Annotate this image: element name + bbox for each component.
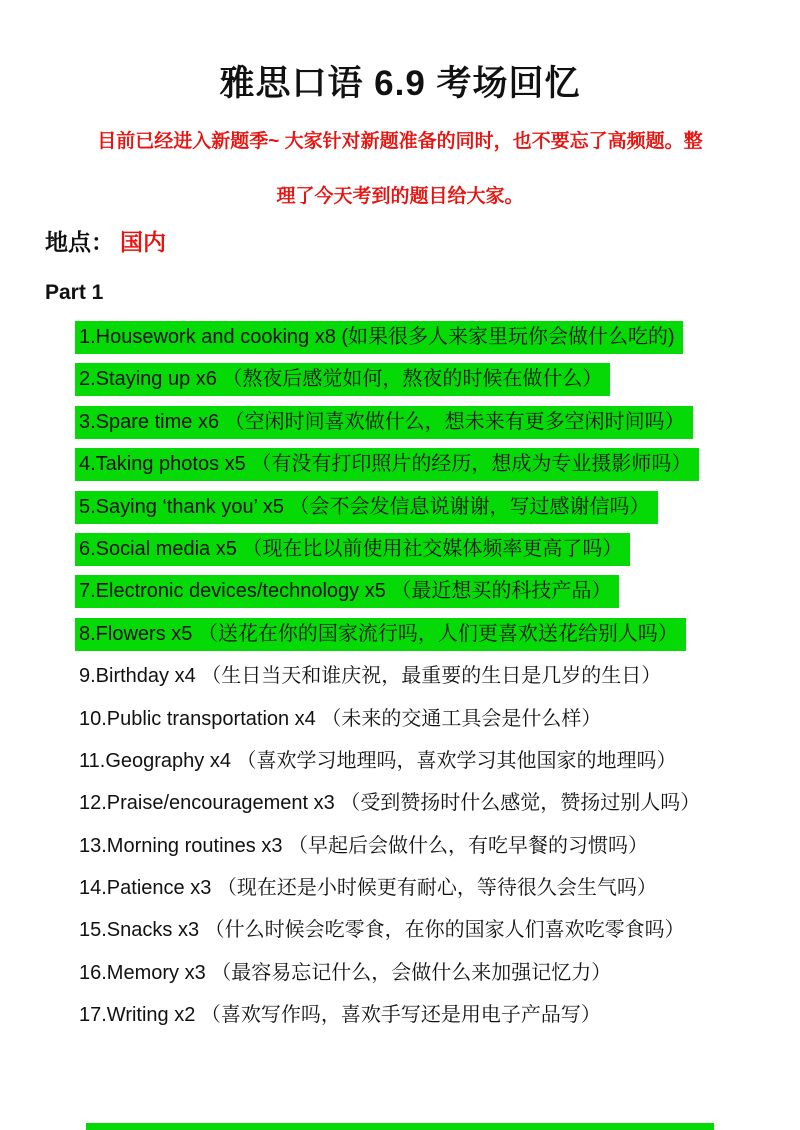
- list-item-text: 4.Taking photos x5 （有没有打印照片的经历，想成为专业摄影师吗）: [75, 448, 699, 481]
- location-label: 地点：: [45, 229, 114, 255]
- list-item-text: 12.Praise/encouragement x3 （受到赞扬时什么感觉，赞扬过别人吗）: [79, 792, 701, 815]
- list-item: [75, 363, 790, 396]
- page-title: 雅思口语 6.9 考场回忆: [219, 64, 581, 103]
- list-item-text: 10.Public transportation x4 （未来的交通工具会是什么样）: [79, 707, 602, 730]
- list-item: [75, 660, 790, 693]
- list-item-text: 2.Staying up x6 （熬夜后感觉如何，熬夜的时候在做什么）: [75, 363, 610, 396]
- list-item: [75, 999, 790, 1032]
- list-item-text: 7.Electronic devices/technology x5 （最近想买的科技产品）: [75, 575, 619, 608]
- section-title-part1: Part 1: [45, 281, 104, 304]
- list-item: [75, 872, 790, 905]
- intro-text-line-1: 目前已经进入新题季~ 大家针对新题准备的同时，也不要忘了高频题。整: [97, 131, 703, 152]
- list-item: [75, 703, 790, 736]
- list-item: [75, 406, 790, 439]
- part1-list: [75, 321, 790, 1042]
- list-item-text: 15.Snacks x3 （什么时候会吃零食，在你的国家人们喜欢吃零食吗）: [79, 919, 685, 942]
- list-item-text: 5.Saying ‘thank you’ x5 （会不会发信息说谢谢，写过感谢信吗）: [75, 491, 658, 524]
- cutoff-highlight-bar: [86, 1123, 714, 1130]
- list-item: [75, 575, 790, 608]
- list-item-text: 17.Writing x2 （喜欢写作吗，喜欢手写还是用电子产品写）: [79, 1004, 601, 1027]
- intro-text-line-2: 理了今天考到的题目给大家。: [276, 186, 524, 207]
- list-item: [75, 787, 790, 820]
- list-item-text: 13.Morning routines x3 （早起后会做什么，有吃早餐的习惯吗）: [79, 834, 649, 857]
- list-item: [75, 745, 790, 778]
- list-item: [75, 448, 790, 481]
- list-item: [75, 618, 790, 651]
- location-value: 国内: [120, 229, 166, 255]
- list-item: [75, 957, 790, 990]
- list-item-text: 8.Flowers x5 （送花在你的国家流行吗，人们更喜欢送花给别人吗）: [75, 618, 686, 651]
- list-item-text: 1.Housework and cooking x8 (如果很多人来家里玩你会做什么吃的): [75, 321, 683, 354]
- list-item-text: 11.Geography x4 （喜欢学习地理吗，喜欢学习其他国家的地理吗）: [79, 749, 677, 772]
- list-item: [75, 491, 790, 524]
- list-item: [75, 321, 790, 354]
- list-item: [75, 914, 790, 947]
- list-item-text: 16.Memory x3 （最容易忘记什么，会做什么来加强记忆力）: [79, 961, 612, 984]
- list-item-text: 14.Patience x3 （现在还是小时候更有耐心，等待很久会生气吗）: [79, 877, 657, 900]
- list-item-text: 3.Spare time x6 （空闲时间喜欢做什么，想未来有更多空闲时间吗）: [75, 406, 693, 439]
- list-item: [75, 533, 790, 566]
- list-item-text: 6.Social media x5 （现在比以前使用社交媒体频率更高了吗）: [75, 533, 630, 566]
- list-item-text: 9.Birthday x4 （生日当天和谁庆祝，最重要的生日是几岁的生日）: [79, 665, 662, 688]
- list-item: [75, 830, 790, 863]
- location-line: [45, 224, 166, 257]
